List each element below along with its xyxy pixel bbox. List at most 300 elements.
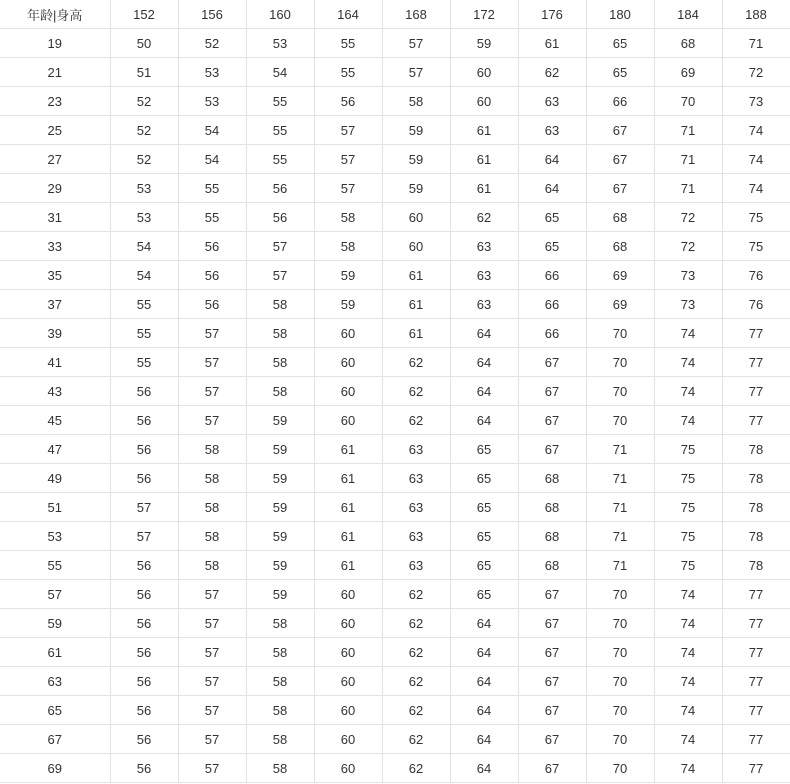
weight-cell: 67 xyxy=(586,145,654,174)
row-header-age: 51 xyxy=(0,493,110,522)
weight-cell: 65 xyxy=(450,493,518,522)
weight-cell: 57 xyxy=(314,145,382,174)
weight-cell: 74 xyxy=(654,319,722,348)
weight-cell: 71 xyxy=(586,493,654,522)
weight-cell: 59 xyxy=(246,522,314,551)
weight-cell: 75 xyxy=(722,203,790,232)
weight-cell: 62 xyxy=(382,754,450,783)
weight-cell: 71 xyxy=(722,29,790,58)
weight-cell: 57 xyxy=(382,58,450,87)
weight-cell: 67 xyxy=(518,638,586,667)
row-header-age: 31 xyxy=(0,203,110,232)
table-row xyxy=(0,580,790,609)
weight-cell: 51 xyxy=(110,58,178,87)
weight-cell: 57 xyxy=(314,174,382,203)
weight-cell: 69 xyxy=(586,261,654,290)
weight-cell: 57 xyxy=(178,609,246,638)
weight-cell: 70 xyxy=(586,377,654,406)
weight-cell: 62 xyxy=(382,609,450,638)
weight-cell: 62 xyxy=(518,58,586,87)
weight-cell: 71 xyxy=(586,435,654,464)
weight-cell: 60 xyxy=(314,754,382,783)
weight-cell: 61 xyxy=(382,319,450,348)
weight-cell: 70 xyxy=(586,580,654,609)
weight-cell: 77 xyxy=(722,667,790,696)
weight-cell: 75 xyxy=(654,551,722,580)
weight-cell: 70 xyxy=(586,609,654,638)
weight-cell: 61 xyxy=(518,29,586,58)
table-row xyxy=(0,261,790,290)
weight-cell: 55 xyxy=(246,87,314,116)
table-row xyxy=(0,348,790,377)
weight-cell: 58 xyxy=(178,493,246,522)
weight-cell: 58 xyxy=(246,725,314,754)
weight-cell: 58 xyxy=(246,754,314,783)
weight-cell: 63 xyxy=(450,261,518,290)
row-header-age: 21 xyxy=(0,58,110,87)
weight-cell: 60 xyxy=(382,203,450,232)
table-row xyxy=(0,667,790,696)
weight-cell: 56 xyxy=(110,435,178,464)
weight-cell: 57 xyxy=(178,696,246,725)
weight-cell: 60 xyxy=(314,696,382,725)
weight-cell: 64 xyxy=(450,638,518,667)
weight-cell: 57 xyxy=(110,522,178,551)
weight-cell: 56 xyxy=(110,638,178,667)
weight-cell: 56 xyxy=(246,203,314,232)
weight-cell: 59 xyxy=(246,551,314,580)
weight-cell: 62 xyxy=(382,406,450,435)
column-header-height: 176 xyxy=(518,0,586,29)
table-header xyxy=(0,0,790,29)
weight-cell: 63 xyxy=(450,232,518,261)
weight-cell: 67 xyxy=(518,406,586,435)
weight-cell: 55 xyxy=(246,145,314,174)
weight-cell: 55 xyxy=(110,290,178,319)
weight-cell: 68 xyxy=(518,464,586,493)
table-row xyxy=(0,232,790,261)
weight-cell: 76 xyxy=(722,261,790,290)
weight-cell: 77 xyxy=(722,580,790,609)
weight-cell: 77 xyxy=(722,696,790,725)
weight-cell: 67 xyxy=(518,725,586,754)
weight-cell: 59 xyxy=(382,116,450,145)
weight-cell: 53 xyxy=(246,29,314,58)
weight-cell: 75 xyxy=(654,435,722,464)
weight-cell: 63 xyxy=(382,551,450,580)
weight-cell: 58 xyxy=(246,377,314,406)
weight-cell: 66 xyxy=(518,290,586,319)
row-header-age: 41 xyxy=(0,348,110,377)
weight-cell: 77 xyxy=(722,725,790,754)
weight-cell: 65 xyxy=(450,551,518,580)
weight-cell: 64 xyxy=(450,696,518,725)
weight-cell: 64 xyxy=(518,145,586,174)
weight-cell: 61 xyxy=(314,493,382,522)
table-row xyxy=(0,145,790,174)
table-row xyxy=(0,116,790,145)
row-header-age: 43 xyxy=(0,377,110,406)
weight-cell: 62 xyxy=(382,580,450,609)
weight-cell: 77 xyxy=(722,348,790,377)
weight-cell: 74 xyxy=(654,377,722,406)
row-header-age: 35 xyxy=(0,261,110,290)
weight-cell: 60 xyxy=(314,609,382,638)
weight-cell: 56 xyxy=(110,725,178,754)
weight-cell: 56 xyxy=(178,290,246,319)
weight-cell: 60 xyxy=(314,377,382,406)
weight-cell: 59 xyxy=(246,464,314,493)
weight-cell: 63 xyxy=(450,290,518,319)
column-header-height: 160 xyxy=(246,0,314,29)
weight-cell: 71 xyxy=(654,174,722,203)
row-header-age: 33 xyxy=(0,232,110,261)
row-header-age: 47 xyxy=(0,435,110,464)
weight-cell: 59 xyxy=(314,261,382,290)
weight-cell: 55 xyxy=(178,174,246,203)
weight-cell: 58 xyxy=(178,551,246,580)
table-row xyxy=(0,551,790,580)
weight-cell: 63 xyxy=(382,464,450,493)
table-row xyxy=(0,609,790,638)
table-row xyxy=(0,638,790,667)
weight-cell: 57 xyxy=(178,319,246,348)
weight-cell: 74 xyxy=(654,406,722,435)
column-header-height: 172 xyxy=(450,0,518,29)
weight-cell: 71 xyxy=(586,551,654,580)
weight-cell: 53 xyxy=(110,174,178,203)
weight-cell: 52 xyxy=(178,29,246,58)
weight-cell: 67 xyxy=(518,609,586,638)
weight-cell: 50 xyxy=(110,29,178,58)
weight-cell: 59 xyxy=(450,29,518,58)
weight-cell: 55 xyxy=(246,116,314,145)
weight-cell: 62 xyxy=(382,667,450,696)
weight-cell: 53 xyxy=(110,203,178,232)
weight-cell: 58 xyxy=(246,348,314,377)
weight-cell: 64 xyxy=(450,609,518,638)
weight-cell: 66 xyxy=(518,319,586,348)
weight-cell: 71 xyxy=(586,522,654,551)
weight-cell: 57 xyxy=(178,725,246,754)
weight-cell: 56 xyxy=(110,406,178,435)
weight-cell: 78 xyxy=(722,464,790,493)
weight-cell: 64 xyxy=(450,754,518,783)
weight-cell: 56 xyxy=(178,261,246,290)
table-row xyxy=(0,406,790,435)
weight-cell: 74 xyxy=(654,667,722,696)
weight-cell: 74 xyxy=(654,754,722,783)
row-header-age: 65 xyxy=(0,696,110,725)
row-header-age: 49 xyxy=(0,464,110,493)
table-row xyxy=(0,522,790,551)
weight-cell: 58 xyxy=(246,638,314,667)
weight-cell: 57 xyxy=(178,754,246,783)
weight-cell: 56 xyxy=(110,754,178,783)
column-header-height: 184 xyxy=(654,0,722,29)
table-row xyxy=(0,377,790,406)
weight-cell: 54 xyxy=(110,261,178,290)
weight-cell: 75 xyxy=(654,522,722,551)
weight-cell: 53 xyxy=(178,58,246,87)
weight-cell: 65 xyxy=(450,522,518,551)
weight-cell: 78 xyxy=(722,522,790,551)
weight-cell: 68 xyxy=(586,232,654,261)
weight-cell: 73 xyxy=(654,290,722,319)
weight-cell: 60 xyxy=(314,319,382,348)
weight-cell: 56 xyxy=(110,696,178,725)
weight-cell: 62 xyxy=(382,725,450,754)
row-header-age: 25 xyxy=(0,116,110,145)
weight-cell: 54 xyxy=(178,116,246,145)
weight-cell: 64 xyxy=(450,406,518,435)
weight-cell: 78 xyxy=(722,435,790,464)
row-header-age: 45 xyxy=(0,406,110,435)
row-header-age: 55 xyxy=(0,551,110,580)
weight-cell: 59 xyxy=(246,493,314,522)
weight-cell: 76 xyxy=(722,290,790,319)
weight-cell: 70 xyxy=(654,87,722,116)
table-row xyxy=(0,464,790,493)
weight-cell: 72 xyxy=(654,232,722,261)
weight-cell: 54 xyxy=(246,58,314,87)
row-header-age: 39 xyxy=(0,319,110,348)
weight-cell: 61 xyxy=(314,464,382,493)
weight-cell: 57 xyxy=(110,493,178,522)
weight-cell: 63 xyxy=(518,87,586,116)
weight-cell: 74 xyxy=(654,348,722,377)
weight-cell: 65 xyxy=(450,464,518,493)
weight-cell: 54 xyxy=(178,145,246,174)
weight-cell: 75 xyxy=(722,232,790,261)
weight-cell: 59 xyxy=(382,174,450,203)
weight-cell: 56 xyxy=(110,667,178,696)
weight-cell: 74 xyxy=(654,580,722,609)
weight-cell: 75 xyxy=(654,493,722,522)
weight-cell: 58 xyxy=(178,464,246,493)
weight-cell: 57 xyxy=(382,29,450,58)
weight-cell: 60 xyxy=(314,580,382,609)
weight-cell: 62 xyxy=(382,377,450,406)
table-row xyxy=(0,435,790,464)
weight-cell: 68 xyxy=(586,203,654,232)
weight-cell: 70 xyxy=(586,754,654,783)
weight-cell: 58 xyxy=(246,290,314,319)
weight-cell: 65 xyxy=(586,58,654,87)
weight-cell: 74 xyxy=(722,116,790,145)
weight-cell: 71 xyxy=(586,464,654,493)
weight-cell: 70 xyxy=(586,348,654,377)
weight-cell: 67 xyxy=(586,116,654,145)
weight-cell: 69 xyxy=(654,58,722,87)
row-header-age: 19 xyxy=(0,29,110,58)
weight-cell: 60 xyxy=(314,638,382,667)
weight-cell: 53 xyxy=(178,87,246,116)
weight-cell: 74 xyxy=(654,725,722,754)
weight-cell: 74 xyxy=(722,145,790,174)
weight-cell: 58 xyxy=(382,87,450,116)
weight-cell: 60 xyxy=(314,667,382,696)
weight-cell: 64 xyxy=(450,667,518,696)
weight-cell: 77 xyxy=(722,377,790,406)
weight-cell: 64 xyxy=(450,725,518,754)
weight-cell: 56 xyxy=(110,464,178,493)
weight-cell: 63 xyxy=(518,116,586,145)
weight-cell: 59 xyxy=(382,145,450,174)
weight-cell: 67 xyxy=(586,174,654,203)
table-row xyxy=(0,29,790,58)
table-row xyxy=(0,87,790,116)
weight-cell: 68 xyxy=(654,29,722,58)
weight-cell: 56 xyxy=(110,377,178,406)
weight-cell: 70 xyxy=(586,667,654,696)
weight-cell: 59 xyxy=(314,290,382,319)
weight-cell: 58 xyxy=(314,232,382,261)
weight-cell: 56 xyxy=(246,174,314,203)
weight-cell: 64 xyxy=(518,174,586,203)
weight-cell: 77 xyxy=(722,638,790,667)
table-row xyxy=(0,696,790,725)
row-header-age: 27 xyxy=(0,145,110,174)
table-row xyxy=(0,725,790,754)
weight-cell: 77 xyxy=(722,754,790,783)
weight-cell: 52 xyxy=(110,145,178,174)
weight-cell: 58 xyxy=(246,667,314,696)
weight-cell: 78 xyxy=(722,493,790,522)
weight-cell: 68 xyxy=(518,551,586,580)
weight-cell: 59 xyxy=(246,406,314,435)
weight-cell: 70 xyxy=(586,638,654,667)
row-header-age: 67 xyxy=(0,725,110,754)
corner-header-age-height: 年龄|身高 xyxy=(0,0,110,29)
weight-cell: 70 xyxy=(586,725,654,754)
weight-cell: 62 xyxy=(450,203,518,232)
weight-cell: 57 xyxy=(178,638,246,667)
weight-cell: 67 xyxy=(518,377,586,406)
weight-cell: 74 xyxy=(722,174,790,203)
table-row xyxy=(0,203,790,232)
weight-cell: 57 xyxy=(178,377,246,406)
table-row xyxy=(0,493,790,522)
weight-cell: 55 xyxy=(314,29,382,58)
weight-cell: 74 xyxy=(654,696,722,725)
column-header-height: 156 xyxy=(178,0,246,29)
weight-cell: 63 xyxy=(382,493,450,522)
weight-cell: 71 xyxy=(654,145,722,174)
row-header-age: 59 xyxy=(0,609,110,638)
weight-cell: 64 xyxy=(450,377,518,406)
weight-cell: 77 xyxy=(722,319,790,348)
weight-cell: 63 xyxy=(382,435,450,464)
table-row xyxy=(0,290,790,319)
table-body xyxy=(0,29,790,783)
column-header-height: 152 xyxy=(110,0,178,29)
weight-cell: 68 xyxy=(518,493,586,522)
weight-cell: 69 xyxy=(586,290,654,319)
weight-cell: 67 xyxy=(518,754,586,783)
column-header-height: 188 xyxy=(722,0,790,29)
weight-cell: 57 xyxy=(246,261,314,290)
weight-cell: 65 xyxy=(450,435,518,464)
table-row xyxy=(0,319,790,348)
row-header-age: 61 xyxy=(0,638,110,667)
weight-cell: 72 xyxy=(722,58,790,87)
weight-cell: 65 xyxy=(450,580,518,609)
weight-cell: 66 xyxy=(586,87,654,116)
weight-cell: 74 xyxy=(654,638,722,667)
weight-cell: 61 xyxy=(450,174,518,203)
weight-cell: 73 xyxy=(654,261,722,290)
weight-cell: 59 xyxy=(246,580,314,609)
weight-cell: 60 xyxy=(314,406,382,435)
weight-cell: 65 xyxy=(518,203,586,232)
weight-cell: 67 xyxy=(518,348,586,377)
weight-cell: 54 xyxy=(110,232,178,261)
row-header-age: 53 xyxy=(0,522,110,551)
row-header-age: 37 xyxy=(0,290,110,319)
weight-cell: 73 xyxy=(722,87,790,116)
weight-cell: 61 xyxy=(314,435,382,464)
weight-cell: 58 xyxy=(314,203,382,232)
weight-cell: 58 xyxy=(178,435,246,464)
weight-cell: 70 xyxy=(586,406,654,435)
weight-cell: 57 xyxy=(246,232,314,261)
weight-cell: 71 xyxy=(654,116,722,145)
weight-cell: 57 xyxy=(178,667,246,696)
weight-cell: 66 xyxy=(518,261,586,290)
header-row xyxy=(0,0,790,29)
weight-cell: 65 xyxy=(518,232,586,261)
weight-cell: 60 xyxy=(450,87,518,116)
weight-cell: 59 xyxy=(246,435,314,464)
column-header-height: 168 xyxy=(382,0,450,29)
weight-cell: 58 xyxy=(178,522,246,551)
weight-cell: 63 xyxy=(382,522,450,551)
table-row xyxy=(0,58,790,87)
weight-cell: 64 xyxy=(450,348,518,377)
weight-cell: 56 xyxy=(314,87,382,116)
weight-cell: 72 xyxy=(654,203,722,232)
weight-cell: 67 xyxy=(518,580,586,609)
weight-cell: 62 xyxy=(382,696,450,725)
weight-cell: 75 xyxy=(654,464,722,493)
row-header-age: 63 xyxy=(0,667,110,696)
row-header-age: 69 xyxy=(0,754,110,783)
table-row xyxy=(0,754,790,783)
weight-cell: 74 xyxy=(654,609,722,638)
column-header-height: 180 xyxy=(586,0,654,29)
weight-cell: 78 xyxy=(722,551,790,580)
weight-cell: 58 xyxy=(246,696,314,725)
weight-cell: 61 xyxy=(450,116,518,145)
weight-cell: 57 xyxy=(314,116,382,145)
row-header-age: 57 xyxy=(0,580,110,609)
weight-cell: 67 xyxy=(518,435,586,464)
weight-cell: 70 xyxy=(586,319,654,348)
weight-cell: 55 xyxy=(110,348,178,377)
table-row xyxy=(0,174,790,203)
weight-cell: 61 xyxy=(314,522,382,551)
weight-cell: 62 xyxy=(382,348,450,377)
weight-cell: 55 xyxy=(314,58,382,87)
weight-cell: 60 xyxy=(314,348,382,377)
weight-cell: 67 xyxy=(518,696,586,725)
weight-cell: 57 xyxy=(178,580,246,609)
weight-cell: 56 xyxy=(110,551,178,580)
weight-cell: 62 xyxy=(382,638,450,667)
weight-cell: 64 xyxy=(450,319,518,348)
weight-cell: 60 xyxy=(382,232,450,261)
